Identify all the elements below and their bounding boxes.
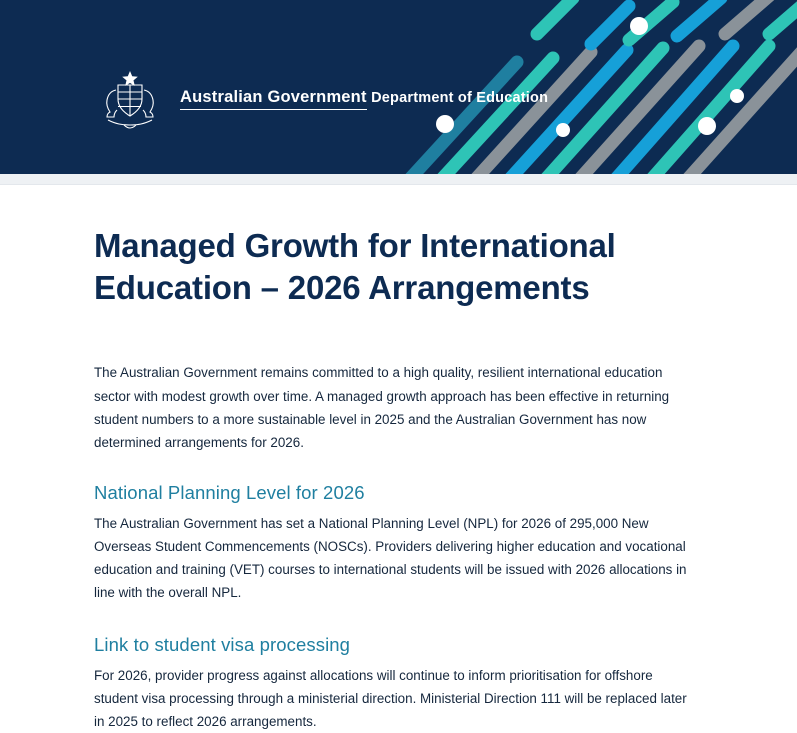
section-body-national-planning-level: The Australian Government has set a National Planning Level (NPL) for 2026 of 295,000 New Overseas Student Commencements (NOSCs). Providers delivering higher education and vocational education and training (VET) courses to international students will be issued with 2026 allocations in line with the overall NPL. — [94, 515, 687, 600]
coat-of-arms-icon — [94, 68, 166, 130]
header-divider — [0, 174, 797, 185]
page-title: Managed Growth for International Education – 2026 Arrangements — [94, 227, 616, 307]
page-header — [0, 0, 797, 174]
brand-line-department: Department of Education — [371, 89, 549, 106]
section-heading-student-visa-processing: Link to student visa processing — [94, 633, 351, 655]
government-brand-lockup — [94, 68, 548, 130]
section-body-student-visa-processing: For 2026, provider progress against allocations will continue to inform prioritisation for offshore student visa processing through a ministerial direction. Ministerial Direction 111 will be replaced later in 2025 to reflect 2026 arrangements. — [94, 667, 687, 729]
intro-paragraph: The Australian Government remains committed to a high quality, resilient international education sector with modest growth over time. A managed growth approach has been effective in returning student numbers to a more sustainable level in 2025 and the Australian Government has now determined arrangements for 2026. — [94, 365, 670, 450]
document-content — [0, 185, 797, 733]
section-heading-national-planning-level: National Planning Level for 2026 — [94, 481, 365, 503]
brand-wordmark — [180, 88, 548, 110]
brand-line-australian-government: Australian Government — [180, 88, 367, 110]
